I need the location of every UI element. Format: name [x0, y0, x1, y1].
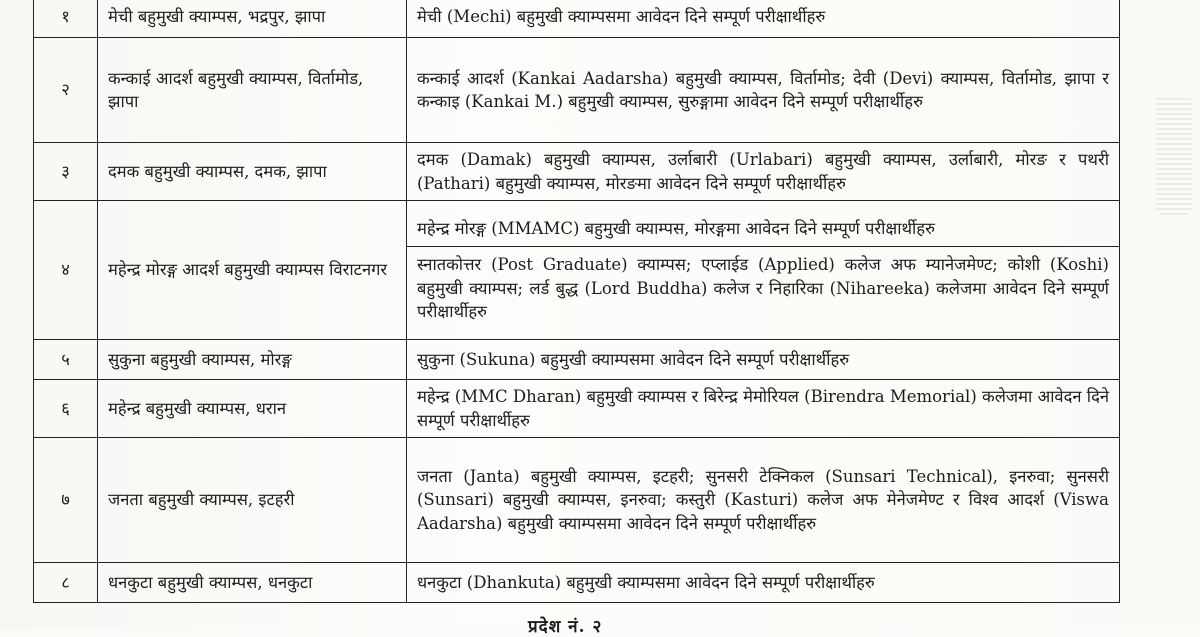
description-line: स्नातकोत्तर (Post Graduate) क्याम्पस; एप्लाईड (Applied) कलेज अफ म्यानेजमेण्ट; कोशी (Koshi) बहुमुखी क्याम्पस; लर्ड बुद्ध (Lord Buddha) कलेज र निहारिका (Nihareeka) कलेजमा आवेदन दिने सम्पूर्ण परीक्षार्थीहरु [417, 255, 1109, 321]
exam-center-campus: महेन्द्र बहुमुखी क्याम्पस, धरान [98, 380, 407, 438]
serial-number: ५ [34, 340, 98, 380]
applicant-description [407, 380, 1120, 438]
applicant-description [407, 438, 1120, 563]
table-row [34, 143, 1120, 201]
description-subcell [407, 211, 1119, 248]
applicant-description [407, 201, 1120, 340]
applicant-description [407, 0, 1120, 38]
applicant-description [407, 563, 1120, 603]
serial-number: ६ [34, 380, 98, 438]
serial-number: ८ [34, 563, 98, 603]
table-row [34, 0, 1120, 38]
exam-center-campus: दमक बहुमुखी क्याम्पस, दमक, झापा [98, 143, 407, 201]
applicant-description [407, 340, 1120, 380]
serial-number: ४ [34, 201, 98, 340]
description-subcell [407, 247, 1119, 330]
table-row [34, 38, 1120, 143]
serial-number: १ [34, 0, 98, 38]
exam-center-campus: कन्काई आदर्श बहुमुखी क्याम्पस, विर्तामोड, झापा [98, 38, 407, 143]
serial-number: २ [34, 38, 98, 143]
table-row [34, 563, 1120, 603]
table-row [34, 438, 1120, 563]
description-line: महेन्द्र मोरङ्ग (MMAMC) बहुमुखी क्याम्पस, मोरङ्गमा आवेदन दिने सम्पूर्ण परीक्षार्थीहरु [417, 218, 935, 238]
description-line: जनता (Janta) बहुमुखी क्याम्पस, इटहरी; सुनसरी टेक्निकल (Sunsari Technical), इनरुवा; सुनसरी (Sunsari) बहुमुखी क्याम्पस, इनरुवा; कस्तुरी (Kasturi) कलेज अफ मेनेजमेण्ट र विश्व आदर्श (Viswa Aadarsha) बहुमुखी क्याम्पसमा आवेदन दिने सम्पूर्ण परीक्षार्थीहरु [417, 466, 1109, 533]
faded-stamp-mark [1156, 95, 1192, 215]
exam-center-campus: धनकुटा बहुमुखी क्याम्पस, धनकुटा [98, 563, 407, 603]
exam-center-campus: सुकुना बहुमुखी क्याम्पस, मोरङ्ग [98, 340, 407, 380]
description-line: सुकुना (Sukuna) बहुमुखी क्याम्पसमा आवेदन दिने सम्पूर्ण परीक्षार्थीहरु [417, 349, 850, 369]
table-row [34, 380, 1120, 438]
serial-number: ७ [34, 438, 98, 563]
description-line: मेची (Mechi) बहुमुखी क्याम्पसमा आवेदन दिने सम्पूर्ण परीक्षार्थीहरु [417, 7, 826, 27]
table-row [34, 201, 1120, 340]
description-line: कन्काई आदर्श (Kankai Aadarsha) बहुमुखी क्याम्पस, विर्तामोड; देवी (Devi) क्याम्पस, विर्तामोड, झापा र कन्काइ (Kankai M.) बहुमुखी क्याम्पस, सुरुङ्गामा आवेदन दिने सम्पूर्ण परीक्षार्थीहरु [417, 68, 1109, 111]
description-line: धनकुटा (Dhankuta) बहुमुखी क्याम्पसमा आवेदन दिने सम्पूर्ण परीक्षार्थीहरु [417, 572, 875, 592]
applicant-description [407, 143, 1120, 201]
description-line: महेन्द्र (MMC Dharan) बहुमुखी क्याम्पस र बिरेन्द्र मेमोरियल (Birendra Memorial) कलेजमा आवेदन दिने सम्पूर्ण परीक्षार्थीहरु [417, 387, 1109, 430]
exam-center-campus: जनता बहुमुखी क्याम्पस, इटहरी [98, 438, 407, 563]
table-row [34, 340, 1120, 380]
exam-center-table [33, 0, 1120, 603]
applicant-description [407, 38, 1120, 143]
description-line: दमक (Damak) बहुमुखी क्याम्पस, उर्लाबारी (Urlabari) बहुमुखी क्याम्पस, उर्लाबारी, मोरङ र पथरी (Pathari) बहुमुखी क्याम्पस, मोरङमा आवेदन दिने सम्पूर्ण परीक्षार्थीहरु [417, 150, 1109, 193]
serial-number: ३ [34, 143, 98, 201]
section-heading: प्रदेश नं. २ [528, 617, 603, 637]
exam-center-campus: मेची बहुमुखी क्याम्पस, भद्रपुर, झापा [98, 0, 407, 38]
exam-center-campus: महेन्द्र मोरङ्ग आदर्श बहुमुखी क्याम्पस विराटनगर [98, 201, 407, 340]
